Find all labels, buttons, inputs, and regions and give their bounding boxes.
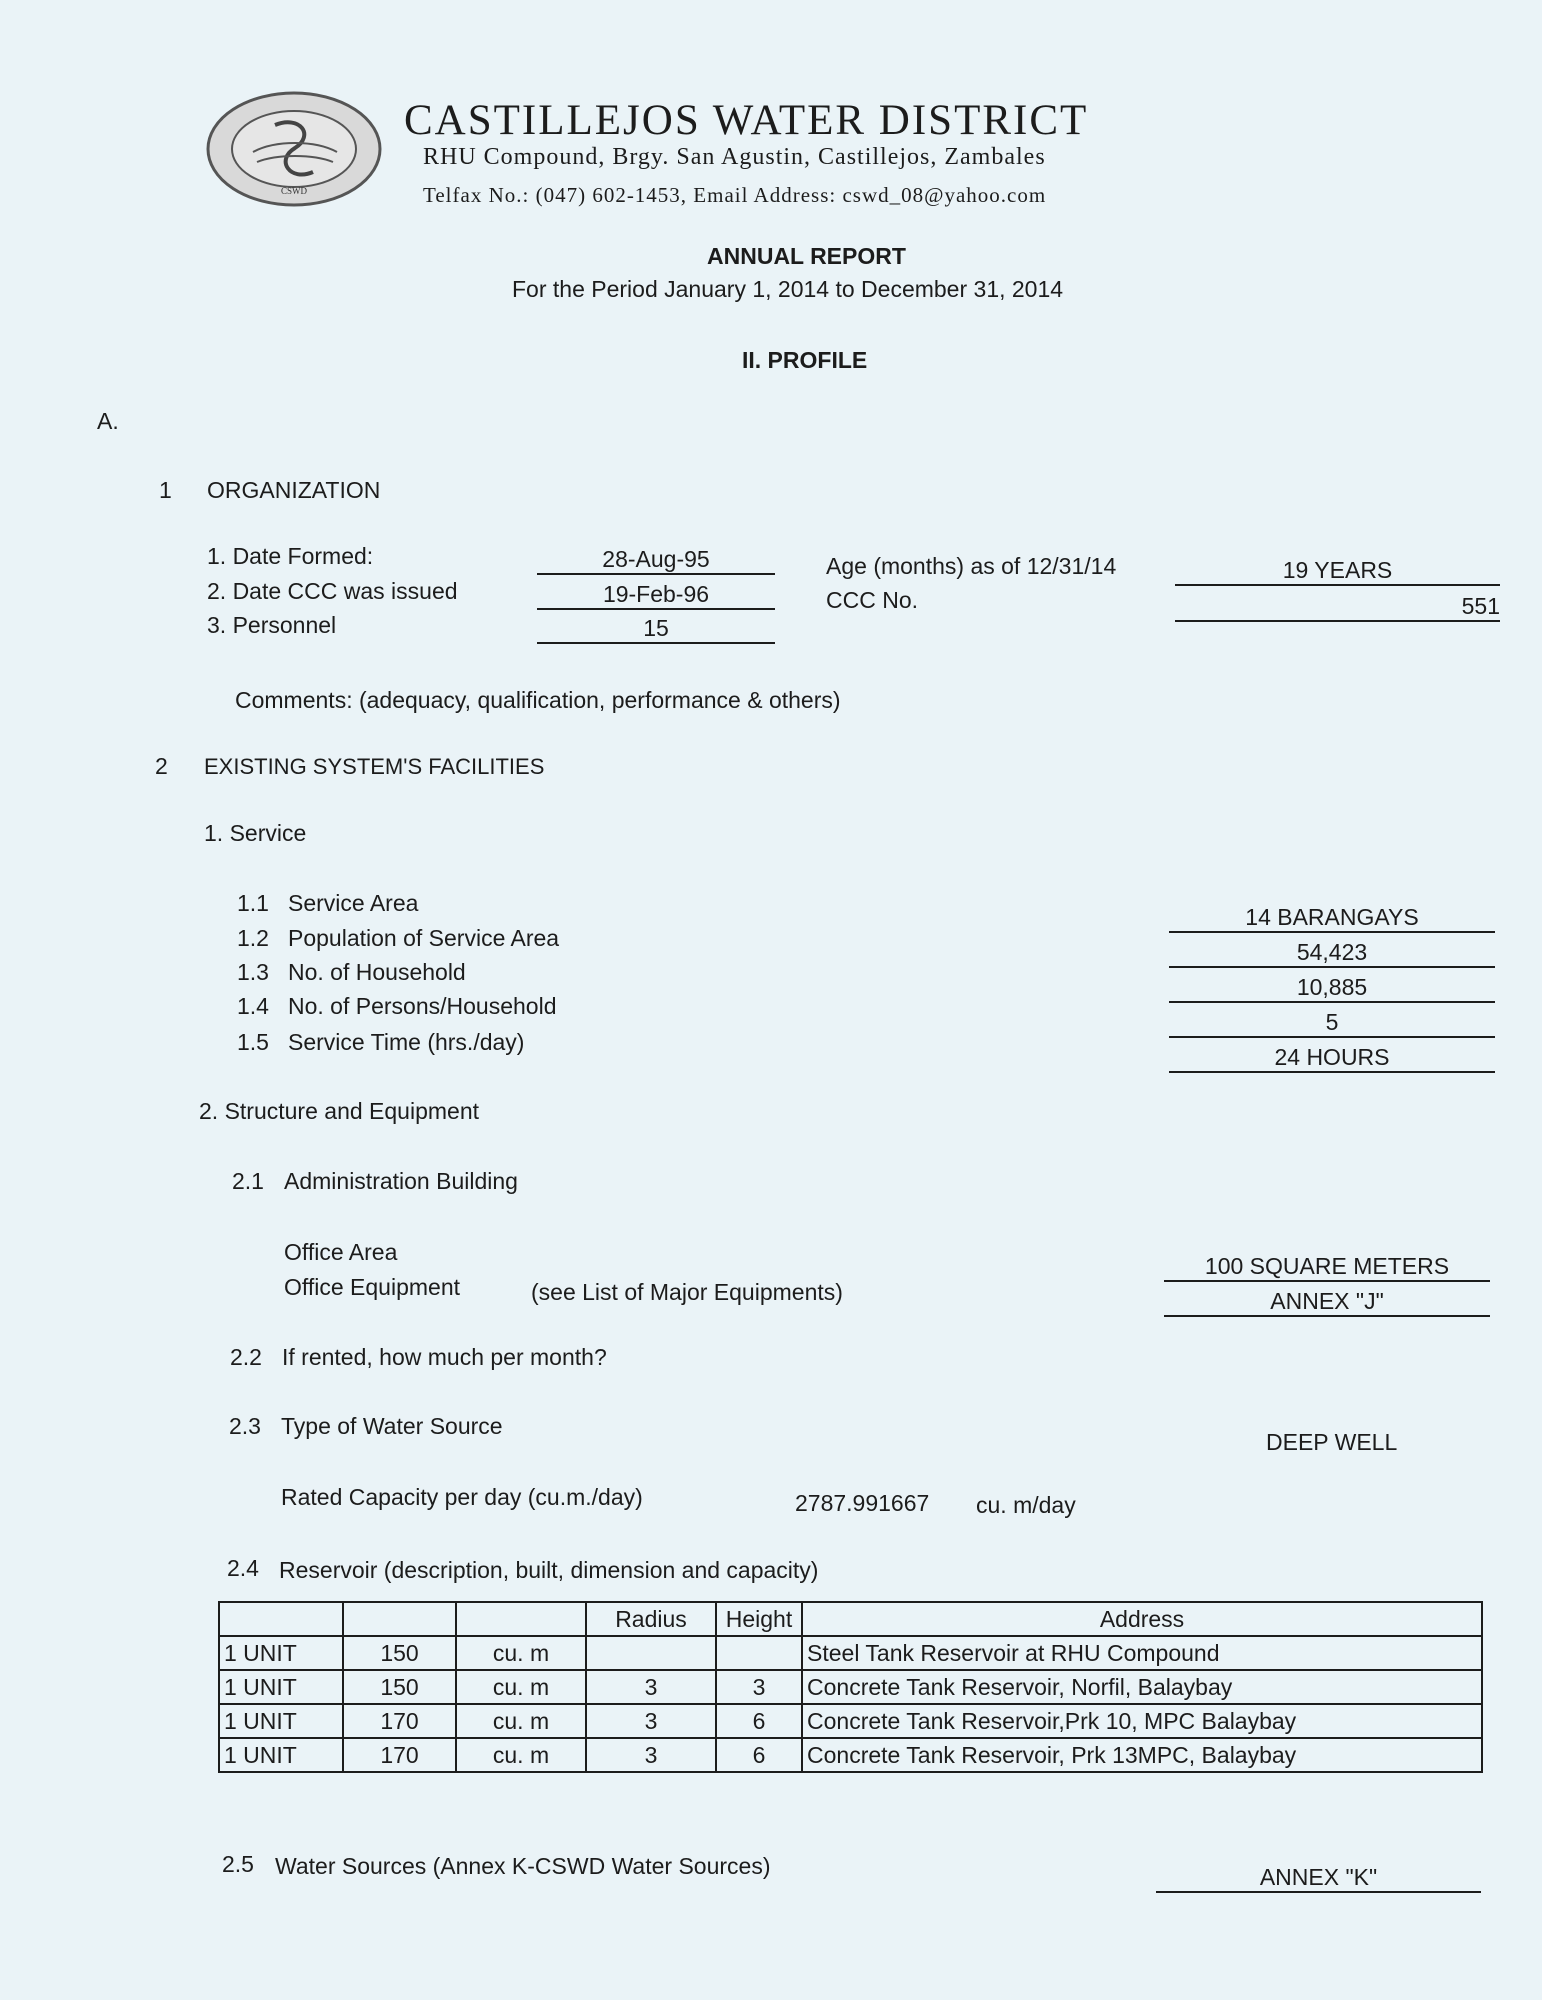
date-formed-label: 1. Date Formed:: [207, 543, 374, 569]
date-ccc-label: 2. Date CCC was issued: [207, 578, 458, 604]
organization-number: 1: [159, 477, 172, 503]
part-label: A.: [97, 408, 119, 434]
table-cell: cu. m: [456, 1704, 586, 1738]
service-item-label: Service Area: [288, 890, 419, 916]
table-cell: 170: [343, 1738, 456, 1772]
table-cell: 3: [716, 1670, 802, 1704]
water-source-value: DEEP WELL: [1266, 1429, 1398, 1455]
table-header-cell: [456, 1602, 586, 1636]
office-area-label: Office Area: [284, 1239, 398, 1265]
service-item-label: No. of Household: [288, 959, 466, 985]
table-cell: cu. m: [456, 1636, 586, 1670]
rated-capacity-label: Rated Capacity per day (cu.m./day): [281, 1484, 643, 1510]
age-label: Age (months) as of 12/31/14: [826, 553, 1117, 579]
rated-capacity-value: 2787.991667: [795, 1490, 930, 1516]
table-cell: Concrete Tank Reservoir, Prk 13MPC, Balaybay: [802, 1738, 1482, 1772]
org-name: CASTILLEJOS WATER DISTRICT: [404, 97, 1089, 144]
service-item-number: 1.1: [237, 890, 269, 916]
table-cell: Steel Tank Reservoir at RHU Compound: [802, 1636, 1482, 1670]
table-row: [219, 1636, 1482, 1670]
age-value: 19 YEARS: [1175, 557, 1500, 586]
water-sources-number: 2.5: [222, 1851, 254, 1877]
table-cell: 150: [343, 1670, 456, 1704]
table-cell: 6: [716, 1738, 802, 1772]
table-cell: 3: [586, 1704, 716, 1738]
service-time-value: 24 HOURS: [1169, 1044, 1495, 1073]
personnel-value: 15: [537, 615, 775, 644]
table-row: [219, 1738, 1482, 1772]
table-cell: 1 UNIT: [219, 1738, 343, 1772]
org-contact: Telfax No.: (047) 602-1453, Email Address: cswd_08@yahoo.com: [423, 183, 1047, 207]
facilities-number: 2: [155, 753, 168, 779]
table-cell: Concrete Tank Reservoir,Prk 10, MPC Balaybay: [802, 1704, 1482, 1738]
report-title: ANNUAL REPORT: [707, 243, 906, 269]
water-source-label: Type of Water Source: [281, 1413, 503, 1439]
comments-label: Comments: (adequacy, qualification, performance & others): [235, 687, 841, 713]
service-item-number: 1.4: [237, 993, 269, 1019]
table-row: [219, 1670, 1482, 1704]
household-value: 10,885: [1169, 974, 1495, 1003]
table-cell: 1 UNIT: [219, 1670, 343, 1704]
structure-heading: 2. Structure and Equipment: [199, 1098, 479, 1124]
rated-capacity-unit: cu. m/day: [976, 1492, 1076, 1518]
date-ccc-value: 19-Feb-96: [537, 581, 775, 610]
service-item-label: No. of Persons/Household: [288, 993, 557, 1019]
organization-heading: ORGANIZATION: [207, 477, 381, 503]
table-cell: cu. m: [456, 1670, 586, 1704]
table-header-cell: [343, 1602, 456, 1636]
service-item-number: 1.2: [237, 925, 269, 951]
office-area-value: 100 SQUARE METERS: [1164, 1253, 1490, 1282]
table-cell: cu. m: [456, 1738, 586, 1772]
table-cell: 1 UNIT: [219, 1704, 343, 1738]
district-seal-logo: [205, 90, 383, 208]
table-cell: 1 UNIT: [219, 1636, 343, 1670]
table-cell: [586, 1636, 716, 1670]
date-formed-value: 28-Aug-95: [537, 546, 775, 575]
office-equipment-label: Office Equipment: [284, 1274, 461, 1300]
service-item-label: Service Time (hrs./day): [288, 1029, 525, 1055]
table-cell: [716, 1636, 802, 1670]
personnel-label: 3. Personnel: [207, 612, 337, 638]
service-item-number: 1.3: [237, 959, 269, 985]
water-source-number: 2.3: [229, 1413, 261, 1439]
section-title: II. PROFILE: [742, 347, 868, 373]
service-item-label: Population of Service Area: [288, 925, 560, 951]
table-header-radius: Radius: [586, 1602, 716, 1636]
water-sources-label: Water Sources (Annex K-CSWD Water Sources): [275, 1853, 771, 1879]
table-cell: 6: [716, 1704, 802, 1738]
population-value: 54,423: [1169, 939, 1495, 968]
admin-label: Administration Building: [284, 1168, 518, 1194]
report-period: For the Period January 1, 2014 to December 31, 2014: [512, 276, 1064, 302]
service-heading: 1. Service: [204, 820, 307, 846]
org-address: RHU Compound, Brgy. San Agustin, Castillejos, Zambales: [423, 144, 1046, 170]
table-cell: 150: [343, 1636, 456, 1670]
table-header-cell: [219, 1602, 343, 1636]
reservoir-label: Reservoir (description, built, dimension and capacity): [279, 1557, 819, 1583]
table-cell: Concrete Tank Reservoir, Norfil, Balaybay: [802, 1670, 1482, 1704]
admin-number: 2.1: [232, 1168, 264, 1194]
ccc-number-label: CCC No.: [826, 587, 919, 613]
table-cell: 3: [586, 1670, 716, 1704]
water-sources-value: ANNEX "K": [1156, 1864, 1481, 1893]
table-cell: 170: [343, 1704, 456, 1738]
table-row: [219, 1704, 1482, 1738]
rented-label: If rented, how much per month?: [282, 1344, 607, 1370]
table-header-row: [219, 1602, 1482, 1636]
reservoir-table: [218, 1601, 1483, 1773]
ccc-number-value: 551: [1175, 593, 1500, 622]
reservoir-number: 2.4: [227, 1555, 259, 1581]
facilities-heading: EXISTING SYSTEM'S FACILITIES: [204, 754, 545, 779]
rented-number: 2.2: [230, 1344, 262, 1370]
service-area-value: 14 BARANGAYS: [1169, 904, 1495, 933]
office-equipment-value: ANNEX "J": [1164, 1288, 1490, 1317]
table-cell: 3: [586, 1738, 716, 1772]
table-header-height: Height: [716, 1602, 802, 1636]
table-header-address: Address: [802, 1602, 1482, 1636]
office-equipment-note: (see List of Major Equipments): [531, 1279, 843, 1305]
persons-per-household-value: 5: [1169, 1009, 1495, 1038]
svg-text:CSWD: CSWD: [280, 186, 308, 196]
service-item-number: 1.5: [237, 1029, 269, 1055]
